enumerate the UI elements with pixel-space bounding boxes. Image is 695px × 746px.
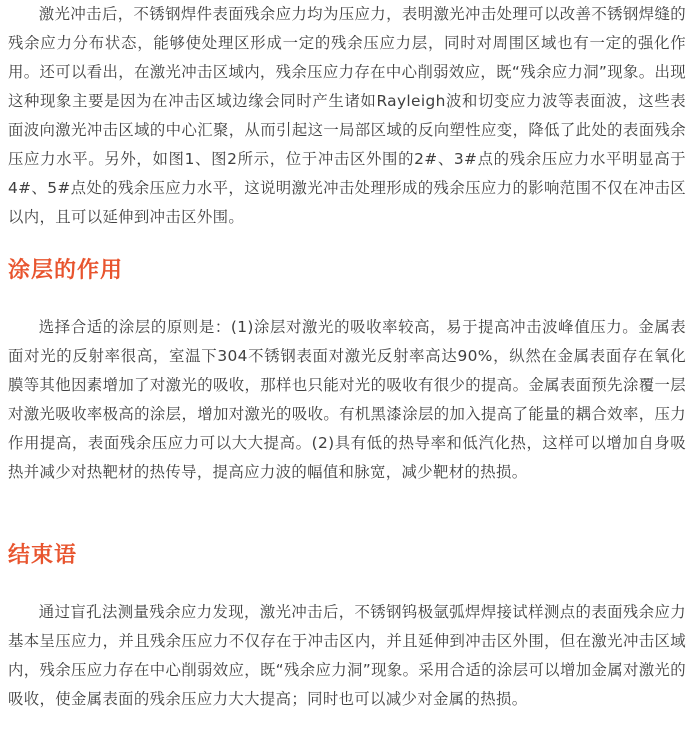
section-heading-conclusion: 结束语 <box>8 543 78 568</box>
paragraph-residual-stress: 激光冲击后，不锈钢焊件表面残余应力均为压应力，表明激光冲击处理可以改善不锈钢焊缝的残余应力分布状态，能够使处理区形成一定的残余压应力层，同时对周围区域也有一定的强化作用。还可以看出，在激光冲击区域内，残余压应力存在中心削弱效应，既“残余应力洞”现象。出现这种现象主要是因为在冲击区域边缘会同时产生诸如Rayleigh波和切变应力波等表面波，这些表面波向激光冲击区域的中心汇聚，从而引起这一局部区域的反向塑性应变，降低了此处的表面残余压应力水平。另外，如图1、图2所示，位于冲击区外围的2#、3#点的残余压应力水平明显高于4#、5#点处的残余压应力水平，这说明激光冲击处理形成的残余压应力的影响范围不仅在冲击区以内，且可以延伸到冲击区外围。 <box>8 5 686 226</box>
section-heading-coating: 涂层的作用 <box>8 258 124 283</box>
paragraph-conclusion: 通过盲孔法测量残余应力发现，激光冲击后，不锈钢钨极氩弧焊焊接试样测点的表面残余应力基本呈压应力，并且残余压应力不仅存在于冲击区内，并且延伸到冲击区外围，但在激光冲击区域内，残余压应力存在中心削弱效应，既“残余应力洞”现象。采用合适的涂层可以增加金属对激光的吸收，使金属表面的残余压应力大大提高；同时也可以减少对金属的热损。 <box>8 603 686 708</box>
paragraph-coating-principles: 选择合适的涂层的原则是：(1)涂层对激光的吸收率较高，易于提高冲击波峰值压力。金属表面对光的反射率很高，室温下304不锈钢表面对激光反射率高达90%，纵然在金属表面存在氧化膜等其他因素增加了对激光的吸收，那样也只能对光的吸收有很少的提高。金属表面预先涂覆一层对激光吸收率极高的涂层，增加对激光的吸收。有机黑漆涂层的加入提高了能量的耦合效率，压力作用提高，表面残余压应力可以大大提高。(2)具有低的热导率和低汽化热，这样可以增加自身吸热并减少对热靶材的热传导，提高应力波的幅值和脉宽，减少靶材的热损。 <box>8 318 686 481</box>
